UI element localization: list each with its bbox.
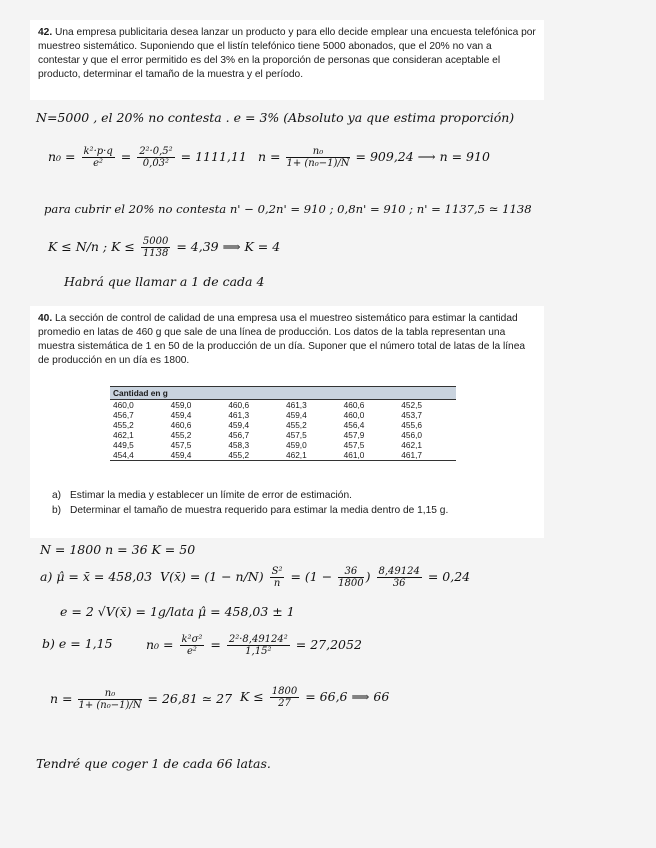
- hand40-b-n0: n₀ = $\frac{\text{k²σ²}}{\text{e²}}$ = $\frac{\text{2²·8,49124²}}{\text{1,15²}}$ = 27,2052: [146, 634, 362, 657]
- table-cell: 455,2: [170, 430, 192, 440]
- table-cell: 454,4: [110, 450, 168, 461]
- hand40-part-b: b) e = 1,15: [42, 636, 113, 651]
- table-cell: 461,0: [341, 450, 399, 461]
- table-cell: 459,4: [168, 450, 226, 461]
- hand42-line5: Habrá que llamar a 1 de cada 4: [64, 274, 265, 289]
- problem-42-text: Una empresa publicitaria desea lanzar un producto y para ello decide emplear una encuesta telefónica por muestreo sistemático. Suponiendo que el listín telefónico tiene 5000 abonados, que el 20% no van a contestar y que el error permitido es del 3% en la proporción de personas que consideran aceptable el producto, determinar el tamaño de la muestra y el período.: [38, 27, 536, 80]
- problem-40-items: [52, 488, 448, 518]
- table-cell: 459,4: [228, 420, 250, 430]
- hand42-line3: para cubrir el 20% no contesta n' − 0,2n' = 910 ; 0,8n' = 910 ; n' = 1137,5 ≃ 1138: [44, 202, 532, 216]
- hand40-b-k: K ≤ $\frac{1800}{27}$ = 66,6 ⟹ 66: [240, 686, 390, 709]
- table-cell: 462,1: [401, 440, 423, 450]
- table-cell: 461,7: [398, 450, 456, 461]
- problem-40-statement: [38, 312, 536, 368]
- hand42-n-frac: $\frac{\text{n₀}}{\text{1+ (n₀−1)/N}}$: [286, 146, 350, 169]
- table-cell: 456,0: [401, 430, 423, 440]
- table-cell: 457,9: [343, 430, 365, 440]
- hand40-line1: N = 1800 n = 36 K = 50: [40, 542, 196, 557]
- table-cell: 449,5: [113, 440, 134, 450]
- table-cell: 456,7: [113, 410, 134, 420]
- hand40-error: e = 2 √V(x̄) = 1g/lata μ̂ = 458,03 ± 1: [60, 604, 295, 619]
- table-cell: 457,5: [170, 440, 192, 450]
- table-cell: 460,0: [343, 410, 365, 420]
- table-cell: 452,5: [401, 400, 423, 410]
- data-table-header: Cantidad en g: [110, 387, 456, 400]
- hand42-n0-frac: $\frac{\text{k²·p·q}}{\text{e²}}$: [83, 146, 113, 169]
- table-cell: 456,4: [343, 420, 365, 430]
- data-table: [110, 386, 456, 461]
- table-cell: 459,0: [170, 400, 192, 410]
- table-cell: 460,6: [343, 400, 365, 410]
- table-cell: 460,0: [113, 400, 134, 410]
- table-cell: 461,3: [228, 410, 250, 420]
- table-cell: 458,3: [228, 440, 250, 450]
- table-cell: 456,7: [228, 430, 250, 440]
- hand40-b-n: n = $\frac{\text{n₀}}{\text{1+ (n₀−1)/N}}$ = 26,81 ≃ 27: [50, 688, 233, 711]
- hand42-n0-frac2: $\frac{\text{2²·0,5²}}{\text{0,03²}}$: [139, 146, 173, 169]
- table-cell: 455,2: [285, 420, 307, 430]
- hand40-final: Tendré que coger 1 de cada 66 latas.: [36, 756, 271, 771]
- hand42-k-frac: $\frac{5000}{1138}$: [142, 236, 169, 259]
- hand40-part-a: a) μ̂ = x̄ = 458,03 V(x̄) = (1 − n/N) $\frac{\text{S²}}{n}$ = (1 − $\frac{36}{1800}$ ) $\frac{8,49124}{36}$ = 0,24: [40, 566, 471, 589]
- hand42-k-formula: K ≤ N/n ; K ≤ $\frac{5000}{1138}$ = 4,39 ⟹ K = 4: [48, 236, 281, 259]
- table-cell: 459,4: [285, 410, 307, 420]
- table-cell: 453,7: [401, 410, 423, 420]
- table-cell: 455,2: [113, 420, 134, 430]
- table-cell: 462,1: [113, 430, 134, 440]
- list-item: b) Determinar el tamaño de muestra requerido para estimar la media dentro de 1,15 g.: [52, 505, 449, 516]
- hand42-n0-formula: n₀ = $\frac{\text{k²·p·q}}{\text{e²}}$ = $\frac{\text{2²·0,5²}}{\text{0,03²}}$ = 1111,11: [48, 146, 247, 169]
- problem-40-box: [30, 306, 544, 538]
- problem-40-text: La sección de control de calidad de una empresa usa el muestreo sistemático para estimar la cantidad promedio en latas de 460 g que sale de una línea de producción. Los datos de la tabla representan una muestra sistemática de 1 en 50 de la producción de un día. Suponer que el número total de latas de la línea de producción en un día es 1800.: [38, 313, 526, 366]
- table-row: [110, 440, 456, 450]
- list-item: a) Estimar la media y establecer un límite de error de estimación.: [52, 490, 352, 501]
- table-cell: 462,1: [283, 450, 341, 461]
- hand42-line1: N=5000 , el 20% no contesta . e = 3% (Absoluto ya que estima proporción): [36, 110, 515, 125]
- problem-42-statement: [38, 26, 536, 82]
- table-cell: 459,4: [170, 410, 192, 420]
- table-cell: 461,3: [285, 400, 307, 410]
- table-row: [110, 450, 456, 461]
- table-cell: 457,5: [343, 440, 365, 450]
- table-cell: 455,2: [225, 450, 283, 461]
- problem-40-number: 40.: [38, 313, 53, 324]
- table-cell: 459,0: [285, 440, 307, 450]
- table-cell: 460,6: [170, 420, 192, 430]
- table-cell: 460,6: [228, 400, 250, 410]
- table-cell: 457,5: [285, 430, 307, 440]
- problem-42-box: [30, 20, 544, 100]
- table-row: [110, 410, 456, 420]
- table-row: [110, 430, 456, 440]
- problem-42-number: 42.: [38, 27, 53, 38]
- table-row: [110, 400, 456, 411]
- hand42-n-formula: n = $\frac{\text{n₀}}{\text{1+ (n₀−1)/N}}$ = 909,24 ⟶ n = 910: [258, 146, 490, 169]
- table-row: [110, 420, 456, 430]
- table-cell: 455,6: [401, 420, 423, 430]
